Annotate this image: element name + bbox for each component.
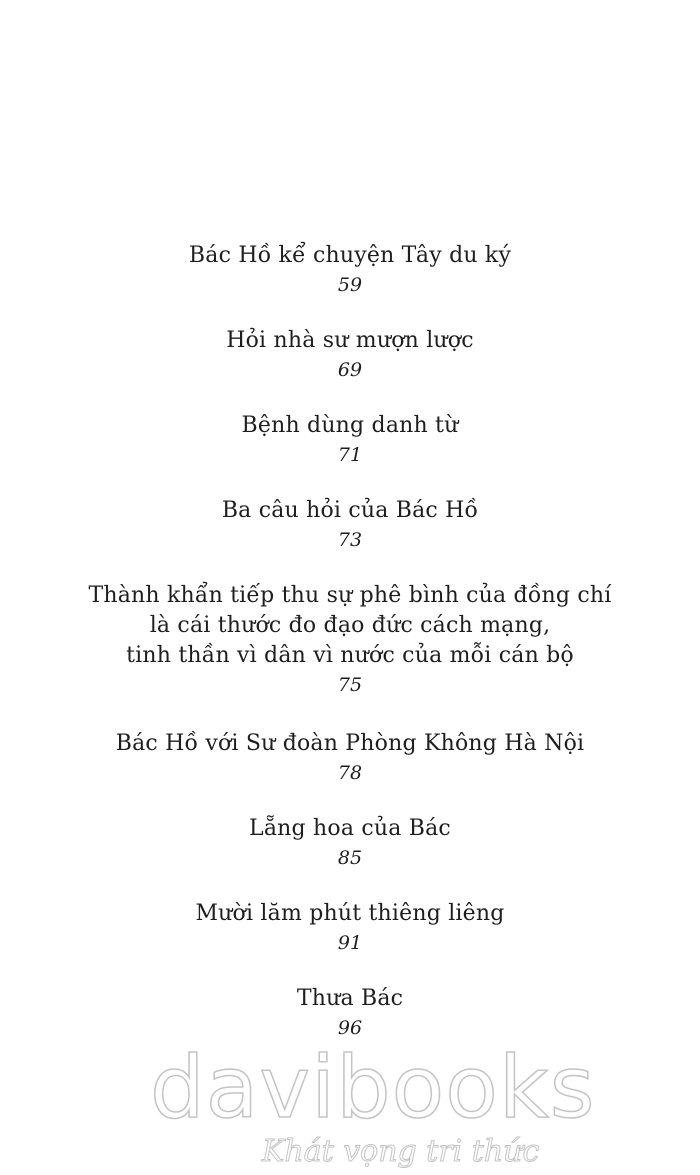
toc-entry-title-line: Ba câu hỏi của Bác Hồ — [221, 498, 479, 523]
toc-entry-page-number: 85 — [337, 847, 363, 869]
toc-entry-title-line: Thành khẩn tiếp thu sự phê bình của đồng chí — [88, 583, 612, 608]
toc-entry-title-line: Lẵng hoa của Bác — [249, 816, 451, 841]
toc-entry — [0, 984, 700, 1040]
toc-entry-page-number: 71 — [337, 444, 363, 466]
toc-entry-title-line: là cái thước đo đạo đức cách mạng, — [149, 613, 551, 638]
toc-entry — [0, 411, 700, 467]
toc-entry-page-number: 75 — [337, 674, 363, 696]
toc-entry — [0, 814, 700, 870]
toc-entry-title-line: tinh thần vì dân vì nước của mỗi cán bộ — [126, 643, 574, 668]
toc-entry-page-number: 69 — [337, 359, 363, 381]
toc-entry-page-number: 96 — [337, 1017, 363, 1039]
toc-entry-title-line: Bệnh dùng danh từ — [241, 413, 459, 438]
toc-entry-page-number: 59 — [337, 274, 363, 296]
toc-entry — [0, 496, 700, 552]
toc-entry-page-number: 78 — [337, 762, 363, 784]
toc-entry-title — [0, 411, 700, 441]
toc-entry-page-number: 73 — [337, 529, 363, 551]
toc-entry — [0, 326, 700, 382]
watermark — [0, 1040, 700, 1175]
toc-entry — [0, 581, 700, 697]
toc-entry-title — [0, 729, 700, 759]
toc-entry-title-line: Bác Hồ với Sư đoàn Phòng Không Hà Nội — [115, 731, 585, 756]
toc-entry — [0, 241, 700, 297]
toc-entry — [0, 729, 700, 785]
toc-entry-title — [0, 899, 700, 929]
toc-entry-title — [0, 241, 700, 271]
toc-entry-title — [0, 326, 700, 356]
watermark-tagline: Khát vọng tri thức — [262, 1134, 540, 1169]
watermark-brand: davibooks — [150, 1038, 596, 1138]
toc-entry-title-line: Mười lăm phút thiêng liêng — [195, 901, 505, 926]
toc-entry-title — [0, 984, 700, 1014]
toc-entry-title-line: Hỏi nhà sư mượn lược — [226, 328, 474, 353]
toc-entry-title-line: Thưa Bác — [296, 986, 404, 1011]
toc-entry-title — [0, 814, 700, 844]
toc-entry-page-number: 91 — [337, 932, 363, 954]
toc-entry — [0, 899, 700, 955]
toc-entry-title — [0, 496, 700, 526]
toc-entry-title — [0, 581, 700, 671]
toc-entry-title-line: Bác Hồ kể chuyện Tây du ký — [188, 243, 512, 268]
